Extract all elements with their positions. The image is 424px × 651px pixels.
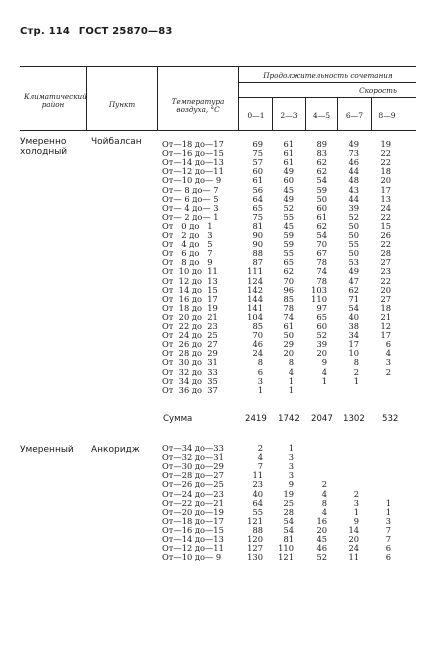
temperature-range: От—16 до—15 xyxy=(162,148,224,159)
sum-col-4: 532 xyxy=(382,414,399,424)
duration-cell-speed-0: 69 xyxy=(252,139,263,149)
duration-cell-speed-1: 60 xyxy=(283,175,294,186)
duration-cell-speed-1: 85 xyxy=(283,293,294,304)
duration-cell-speed-3: 2 xyxy=(353,488,359,499)
duration-cell-speed-0: 144 xyxy=(247,293,263,304)
temperature-range: От 28 до 29 xyxy=(162,348,218,359)
duration-cell-speed-4: 12 xyxy=(380,321,391,331)
duration-cell-speed-4: 19 xyxy=(380,139,391,149)
duration-cell-speed-2: 54 xyxy=(316,230,327,240)
duration-cell-speed-3: 47 xyxy=(348,275,359,286)
duration-cell-speed-1: 8 xyxy=(288,357,294,368)
duration-cell-speed-4: 22 xyxy=(380,275,391,286)
duration-cell-speed-3: 44 xyxy=(348,166,359,177)
duration-cell-speed-4: 20 xyxy=(380,284,391,295)
duration-cell-speed-1: 81 xyxy=(283,534,294,544)
temperature-header: Температура воздуха, °C xyxy=(171,97,225,114)
duration-cell-speed-0: 104 xyxy=(247,311,263,322)
duration-cell-speed-0: 141 xyxy=(247,302,263,313)
duration-cell-speed-4: 13 xyxy=(380,193,391,204)
duration-cell-speed-0: 120 xyxy=(247,534,263,544)
duration-cell-speed-3: 24 xyxy=(348,543,359,554)
duration-cell-speed-2: 50 xyxy=(316,193,327,204)
duration-cell-speed-2: 2 xyxy=(321,479,327,490)
duration-cell-speed-0: 65 xyxy=(252,202,263,213)
duration-cell-speed-0: 90 xyxy=(252,230,263,240)
duration-cell-speed-3: 50 xyxy=(348,230,359,240)
duration-cell-speed-3: 44 xyxy=(348,193,359,204)
temperature-range: От—30 до—29 xyxy=(162,461,224,472)
speed-col-4: 8—9 xyxy=(378,111,396,120)
duration-cell-speed-1: 29 xyxy=(283,339,294,350)
duration-cell-speed-2: 83 xyxy=(316,148,327,159)
climate-region-1: Умеренно холодный xyxy=(20,137,68,157)
duration-cell-speed-3: 46 xyxy=(348,157,359,168)
duration-cell-speed-0: 70 xyxy=(252,330,263,341)
duration-cell-speed-2: 67 xyxy=(316,248,327,259)
temperature-range: От—34 до—33 xyxy=(162,443,224,453)
point-2: Анкоридж xyxy=(91,445,140,455)
duration-cell-speed-1: 78 xyxy=(283,302,294,313)
duration-cell-speed-2: 62 xyxy=(316,157,327,168)
temperature-range: От—10 до— 9 xyxy=(162,552,222,563)
duration-cell-speed-2: 52 xyxy=(316,330,327,341)
duration-cell-speed-3: 49 xyxy=(348,266,359,277)
duration-cell-speed-1: 9 xyxy=(288,479,294,490)
duration-cell-speed-0: 88 xyxy=(252,248,263,259)
duration-cell-speed-1: 55 xyxy=(283,248,294,259)
duration-cell-speed-0: 60 xyxy=(252,166,263,177)
duration-cell-speed-4: 3 xyxy=(385,515,391,526)
duration-cell-speed-3: 9 xyxy=(353,515,359,526)
duration-cell-speed-0: 57 xyxy=(252,157,263,168)
duration-cell-speed-2: 74 xyxy=(316,266,327,277)
duration-cell-speed-0: 1 xyxy=(257,384,263,395)
temperature-range: От— 8 до— 7 xyxy=(162,184,219,195)
duration-cell-speed-2: 8 xyxy=(321,497,327,508)
temperature-range: От— 4 до— 3 xyxy=(162,202,219,213)
duration-cell-speed-1: 45 xyxy=(283,220,294,231)
point-1: Чойбалсан xyxy=(91,137,142,147)
duration-cell-speed-0: 3 xyxy=(257,375,263,386)
duration-cell-speed-2: 20 xyxy=(316,524,327,535)
temperature-range: От 22 до 23 xyxy=(162,321,218,331)
point-header: Пункт xyxy=(108,100,136,109)
duration-cell-speed-2: 4 xyxy=(321,506,327,517)
duration-cell-speed-4: 21 xyxy=(380,311,391,322)
duration-cell-speed-1: 50 xyxy=(283,330,294,341)
temperature-range: От—12 до—11 xyxy=(162,543,224,554)
duration-cell-speed-0: 130 xyxy=(247,552,263,563)
duration-cell-speed-4: 26 xyxy=(380,230,391,240)
duration-cell-speed-1: 1 xyxy=(288,443,294,453)
duration-cell-speed-3: 50 xyxy=(348,220,359,231)
duration-cell-speed-0: 40 xyxy=(252,488,263,499)
duration-cell-speed-2: 65 xyxy=(316,311,327,322)
header-bottom-rule xyxy=(20,130,416,131)
duration-cell-speed-0: 2 xyxy=(257,443,263,453)
duration-cell-speed-1: 49 xyxy=(283,193,294,204)
temperature-range: От—22 до—21 xyxy=(162,497,224,508)
page-header xyxy=(20,26,178,37)
duration-cell-speed-1: 55 xyxy=(283,211,294,222)
duration-cell-speed-2: 60 xyxy=(316,321,327,331)
temperature-range: От 6 до 7 xyxy=(162,248,213,259)
duration-cell-speed-2: 62 xyxy=(316,220,327,231)
duration-cell-speed-2: 54 xyxy=(316,175,327,186)
temperature-range: От 26 до 27 xyxy=(162,339,218,350)
temperature-range: От—10 до— 9 xyxy=(162,175,222,186)
speed-col-3: 6—7 xyxy=(345,111,364,120)
duration-cell-speed-0: 6 xyxy=(257,366,263,377)
duration-cell-speed-2: 9 xyxy=(321,357,327,368)
duration-cell-speed-1: 59 xyxy=(283,239,294,250)
duration-cell-speed-0: 85 xyxy=(252,321,263,331)
duration-cell-speed-1: 54 xyxy=(283,524,294,535)
duration-cell-speed-1: 1 xyxy=(288,384,294,395)
duration-cell-speed-4: 27 xyxy=(380,293,391,304)
duration-cell-speed-1: 25 xyxy=(283,497,294,508)
duration-cell-speed-4: 27 xyxy=(380,257,391,268)
duration-cell-speed-1: 96 xyxy=(283,284,294,295)
duration-cell-speed-4: 17 xyxy=(380,330,391,341)
duration-cell-speed-4: 15 xyxy=(380,220,391,231)
temperature-range: От 12 до 13 xyxy=(162,275,218,286)
duration-cell-speed-3: 38 xyxy=(348,321,359,331)
duration-cell-speed-1: 54 xyxy=(283,515,294,526)
duration-cell-speed-0: 121 xyxy=(247,515,263,526)
duration-cell-speed-0: 81 xyxy=(252,220,263,231)
duration-cell-speed-3: 11 xyxy=(348,552,359,563)
temperature-range: От 10 до 11 xyxy=(162,266,218,277)
duration-cell-speed-3: 10 xyxy=(348,348,359,359)
table-row xyxy=(0,553,424,562)
duration-cell-speed-3: 14 xyxy=(348,524,359,535)
duration-cell-speed-2: 62 xyxy=(316,166,327,177)
duration-cell-speed-3: 20 xyxy=(348,534,359,544)
duration-rule xyxy=(238,82,416,83)
speed-col-1: 2—3 xyxy=(280,111,298,120)
duration-cell-speed-0: 87 xyxy=(252,257,263,268)
duration-cell-speed-4: 2 xyxy=(385,366,391,377)
temperature-range: От 0 до 1 xyxy=(162,220,213,231)
temperature-range: От 18 до 19 xyxy=(162,302,218,313)
duration-cell-speed-4: 22 xyxy=(380,157,391,168)
temperature-range: От—16 до—15 xyxy=(162,524,224,535)
duration-cell-speed-2: 4 xyxy=(321,488,327,499)
duration-cell-speed-4: 6 xyxy=(385,543,391,554)
duration-cell-speed-0: 64 xyxy=(252,497,263,508)
duration-cell-speed-2: 20 xyxy=(316,348,327,359)
col-sep-3 xyxy=(238,66,239,130)
temperature-range: От 24 до 25 xyxy=(162,330,218,341)
duration-cell-speed-3: 48 xyxy=(348,175,359,186)
duration-cell-speed-1: 65 xyxy=(283,257,294,268)
duration-cell-speed-1: 61 xyxy=(283,139,294,149)
duration-cell-speed-2: 61 xyxy=(316,211,327,222)
duration-cell-speed-4: 1 xyxy=(385,506,391,517)
sum-col-3: 1302 xyxy=(343,414,365,424)
duration-cell-speed-3: 71 xyxy=(348,293,359,304)
sum-col-1: 1742 xyxy=(278,414,300,424)
duration-cell-speed-4: 6 xyxy=(385,552,391,563)
temperature-range: От—14 до—13 xyxy=(162,534,224,544)
duration-cell-speed-2: 97 xyxy=(316,302,327,313)
duration-cell-speed-1: 62 xyxy=(283,266,294,277)
duration-cell-speed-1: 3 xyxy=(288,470,294,481)
duration-cell-speed-2: 60 xyxy=(316,202,327,213)
duration-cell-speed-4: 1 xyxy=(385,497,391,508)
duration-cell-speed-1: 4 xyxy=(288,366,294,377)
duration-cell-speed-3: 8 xyxy=(353,357,359,368)
duration-cell-speed-1: 19 xyxy=(283,488,294,499)
duration-cell-speed-3: 54 xyxy=(348,302,359,313)
duration-cell-speed-3: 39 xyxy=(348,202,359,213)
duration-cell-speed-2: 89 xyxy=(316,139,327,149)
duration-cell-speed-0: 61 xyxy=(252,175,263,186)
temperature-range: От 4 до 5 xyxy=(162,239,213,250)
temperature-range: От 36 до 37 xyxy=(162,384,218,395)
temperature-range: От—12 до—11 xyxy=(162,166,224,177)
temperature-range: От— 6 до— 5 xyxy=(162,193,219,204)
duration-cell-speed-3: 1 xyxy=(353,506,359,517)
speed-rule xyxy=(238,97,416,98)
duration-cell-speed-4: 23 xyxy=(380,266,391,277)
temperature-range: От 16 до 17 xyxy=(162,293,218,304)
temperature-range: От 14 до 15 xyxy=(162,284,218,295)
duration-cell-speed-2: 78 xyxy=(316,275,327,286)
sum-col-2: 2047 xyxy=(311,414,333,424)
duration-cell-speed-1: 52 xyxy=(283,202,294,213)
duration-cell-speed-2: 46 xyxy=(316,543,327,554)
temperature-range: От—20 до—19 xyxy=(162,506,224,517)
duration-cell-speed-1: 110 xyxy=(278,543,294,554)
duration-cell-speed-4: 20 xyxy=(380,175,391,186)
duration-cell-speed-0: 127 xyxy=(247,543,263,554)
duration-cell-speed-4: 6 xyxy=(385,339,391,350)
duration-cell-speed-4: 7 xyxy=(385,524,391,535)
duration-cell-speed-1: 59 xyxy=(283,230,294,240)
temperature-range: От—24 до—23 xyxy=(162,488,224,499)
duration-cell-speed-1: 3 xyxy=(288,452,294,463)
duration-cell-speed-3: 43 xyxy=(348,184,359,195)
duration-cell-speed-0: 55 xyxy=(252,506,263,517)
duration-cell-speed-1: 61 xyxy=(283,148,294,159)
duration-cell-speed-0: 64 xyxy=(252,193,263,204)
duration-cell-speed-0: 88 xyxy=(252,524,263,535)
duration-header: Продолжительность сочетания xyxy=(263,71,393,80)
duration-cell-speed-3: 73 xyxy=(348,148,359,159)
duration-cell-speed-0: 8 xyxy=(257,357,263,368)
temperature-range: От 30 до 31 xyxy=(162,357,218,368)
duration-cell-speed-3: 53 xyxy=(348,257,359,268)
col-sep-2 xyxy=(157,66,158,130)
duration-cell-speed-0: 56 xyxy=(252,184,263,195)
duration-cell-speed-3: 17 xyxy=(348,339,359,350)
duration-cell-speed-2: 45 xyxy=(316,534,327,544)
temperature-range: От—28 до—27 xyxy=(162,470,224,481)
duration-cell-speed-0: 4 xyxy=(257,452,263,463)
sum-col-0: 2419 xyxy=(245,414,267,424)
temperature-range: От— 2 до— 1 xyxy=(162,211,219,222)
duration-cell-speed-0: 24 xyxy=(252,348,263,359)
duration-cell-speed-2: 52 xyxy=(316,552,327,563)
duration-cell-speed-4: 24 xyxy=(380,202,391,213)
duration-cell-speed-1: 1 xyxy=(288,375,294,386)
table-row xyxy=(0,386,424,395)
duration-cell-speed-0: 75 xyxy=(252,211,263,222)
duration-cell-speed-2: 39 xyxy=(316,339,327,350)
duration-cell-speed-4: 22 xyxy=(380,239,391,250)
duration-cell-speed-1: 45 xyxy=(283,184,294,195)
duration-cell-speed-0: 111 xyxy=(247,266,263,277)
page-number: Стр. 114 xyxy=(20,26,71,37)
duration-cell-speed-0: 75 xyxy=(252,148,263,159)
standard-code: ГОСТ 25870—83 xyxy=(78,26,173,37)
speed-col-0: 0—1 xyxy=(247,111,265,120)
duration-cell-speed-0: 23 xyxy=(252,479,263,490)
table-top-rule xyxy=(20,66,416,67)
duration-cell-speed-3: 50 xyxy=(348,248,359,259)
temperature-range: От—14 до—13 xyxy=(162,157,224,168)
duration-cell-speed-1: 28 xyxy=(283,506,294,517)
climate-region-2: Умеренный xyxy=(20,445,74,455)
climate-region-header: Климатический район xyxy=(24,92,87,109)
duration-cell-speed-2: 59 xyxy=(316,184,327,195)
sum-label: Сумма xyxy=(163,414,193,424)
speed-col-2: 4—5 xyxy=(312,111,331,120)
duration-cell-speed-1: 49 xyxy=(283,166,294,177)
duration-cell-speed-3: 55 xyxy=(348,239,359,250)
duration-cell-speed-4: 18 xyxy=(380,302,391,313)
temperature-range: От 34 до 35 xyxy=(162,375,218,386)
temperature-range: От—32 до—31 xyxy=(162,452,224,463)
duration-cell-speed-2: 110 xyxy=(311,293,327,304)
duration-cell-speed-1: 61 xyxy=(283,321,294,331)
duration-cell-speed-4: 3 xyxy=(385,357,391,368)
temperature-range: От 8 до 9 xyxy=(162,257,213,268)
duration-cell-speed-1: 121 xyxy=(278,552,294,563)
duration-cell-speed-1: 20 xyxy=(283,348,294,359)
duration-cell-speed-0: 124 xyxy=(247,275,263,286)
duration-cell-speed-1: 70 xyxy=(283,275,294,286)
duration-cell-speed-2: 16 xyxy=(316,515,327,526)
duration-cell-speed-3: 2 xyxy=(353,366,359,377)
duration-cell-speed-4: 28 xyxy=(380,248,391,259)
temperature-range: От 32 до 33 xyxy=(162,366,218,377)
duration-cell-speed-2: 4 xyxy=(321,366,327,377)
duration-cell-speed-0: 11 xyxy=(252,470,263,481)
duration-cell-speed-1: 74 xyxy=(283,311,294,322)
duration-cell-speed-0: 90 xyxy=(252,239,263,250)
duration-cell-speed-0: 46 xyxy=(252,339,263,350)
temperature-range: От—18 до—17 xyxy=(162,139,224,149)
duration-cell-speed-4: 18 xyxy=(380,166,391,177)
duration-cell-speed-3: 62 xyxy=(348,284,359,295)
duration-cell-speed-4: 7 xyxy=(385,534,391,544)
temperature-range: От 2 до 3 xyxy=(162,230,213,240)
temperature-range: От—18 до—17 xyxy=(162,515,224,526)
duration-cell-speed-3: 52 xyxy=(348,211,359,222)
speed-header: Скорость xyxy=(359,86,397,95)
duration-cell-speed-2: 1 xyxy=(321,375,327,386)
duration-cell-speed-4: 22 xyxy=(380,148,391,159)
duration-cell-speed-1: 3 xyxy=(288,461,294,472)
duration-cell-speed-2: 78 xyxy=(316,257,327,268)
duration-cell-speed-3: 49 xyxy=(348,139,359,149)
duration-cell-speed-3: 3 xyxy=(353,497,359,508)
duration-cell-speed-2: 70 xyxy=(316,239,327,250)
duration-cell-speed-4: 22 xyxy=(380,211,391,222)
temperature-range: От 20 до 21 xyxy=(162,311,218,322)
duration-cell-speed-3: 34 xyxy=(348,330,359,341)
duration-cell-speed-4: 17 xyxy=(380,184,391,195)
duration-cell-speed-0: 7 xyxy=(257,461,263,472)
duration-cell-speed-4: 4 xyxy=(385,348,391,359)
duration-cell-speed-0: 142 xyxy=(247,284,263,295)
duration-cell-speed-3: 1 xyxy=(353,375,359,386)
duration-cell-speed-1: 61 xyxy=(283,157,294,168)
temperature-range: От—26 до—25 xyxy=(162,479,224,490)
duration-cell-speed-2: 103 xyxy=(311,284,327,295)
duration-cell-speed-3: 40 xyxy=(348,311,359,322)
